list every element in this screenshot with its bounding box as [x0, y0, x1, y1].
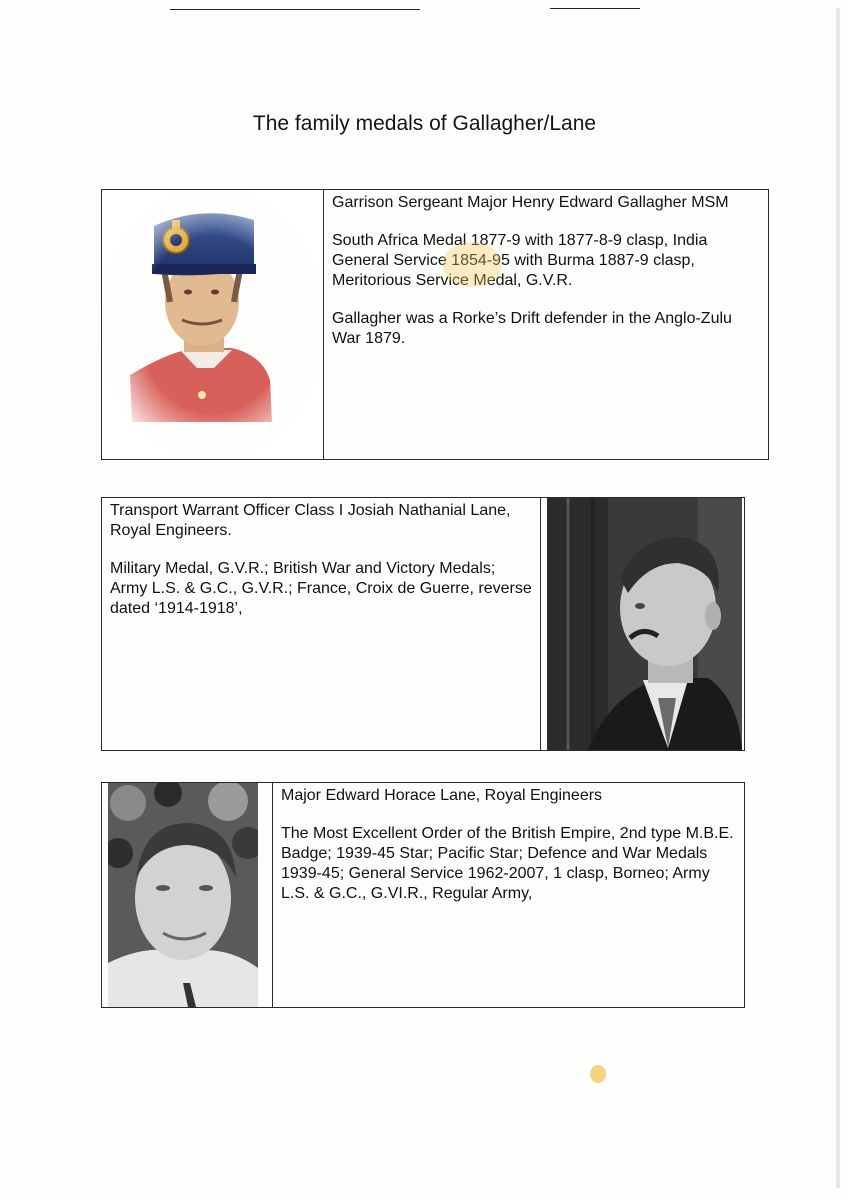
scan-edge-line: [836, 8, 840, 1188]
entry-name: Major Edward Horace Lane, Royal Engineers: [281, 787, 603, 804]
column-divider: [540, 498, 541, 750]
medal-entry-gallagher: [101, 189, 769, 460]
portrait-josiah-lane: [548, 498, 742, 750]
photo-cell: [102, 190, 323, 459]
entry-note: Gallagher was a Rorke’s Drift defender in the Anglo-Zulu War 1879.: [332, 310, 732, 347]
entry-medals: Military Medal, G.V.R.; British War and Victory Medals; Army L.S. & G.C., G.V.R.; France, Croix de Guerre, reverse dated ‘1914-1918’,: [110, 560, 532, 617]
photo-cell: [108, 783, 258, 1007]
portrait-gallagher: [102, 190, 323, 459]
text-cell: [324, 190, 768, 459]
entry-name: Transport Warrant Officer Class I Josiah Nathanial Lane, Royal Engineers.: [110, 502, 511, 539]
scan-edge-line: [550, 8, 640, 9]
paper-stain: [590, 1065, 606, 1083]
highlight-stain: [442, 242, 502, 287]
page-title: The family medals of Gallagher/Lane: [252, 112, 597, 135]
medal-entry-josiah-lane: [101, 497, 745, 751]
medal-entry-edward-lane: [101, 782, 745, 1008]
portrait-edward-lane: [108, 783, 258, 1007]
scan-edge-line: [170, 9, 420, 10]
text-cell: [102, 498, 540, 750]
entry-medals: South Africa Medal 1877-9 with 1877-8-9 clasp, India General Service 1854-95 with Burma 1887-9 clasp, Meritorious Service Medal, G.V.R.: [332, 232, 708, 289]
entry-name: Garrison Sergeant Major Henry Edward Gallagher MSM: [332, 194, 729, 211]
text-cell: [273, 783, 744, 1007]
photo-cell: [548, 498, 742, 750]
entry-medals: The Most Excellent Order of the British Empire, 2nd type M.B.E. Badge; 1939-45 Star; Pacific Star; Defence and War Medals 1939-45; General Service 1962-2007, 1 clasp, Borneo; Army L.S. & G.C., G.VI.R., Regular Army,: [281, 825, 734, 902]
